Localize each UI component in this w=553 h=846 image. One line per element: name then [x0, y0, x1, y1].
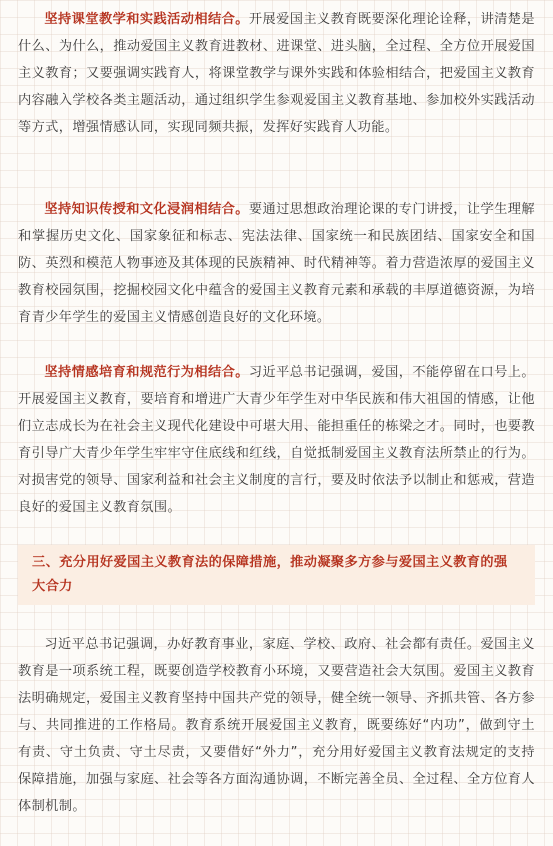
- section-heading: 三、充分用好爱国主义教育法的保障措施，推动凝聚多方参与爱国主义教育的强大合力: [32, 555, 508, 594]
- paragraph-closing: [18, 631, 535, 820]
- paragraph-body: 习近平总书记强调，办好教育事业，家庭、学校、政府、社会都有责任。爱国主义教育是一项系统工程，既要创造学校教育小环境，又要营造社会大氛围。爱国主义教育法明确规定，爱国主义教育坚持中国共产党的领导，健全统一领导、齐抓共管、各方参与、共同推进的工作格局。教育系统开展爱国主义教育，既要练好“内功”，做到守土有责、守土负责、守土尽责，又要借好“外力”，充分用好爱国主义教育法规定的支持保障措施，加强与家庭、社会等各方面沟通协调，不断完善全员、全过程、全方位育人体制机制。: [18, 637, 535, 814]
- paragraph-lead: 坚持课堂教学和实践活动相结合。: [44, 12, 249, 27]
- paragraph-lead: 坚持知识传授和文化浸润相结合。: [44, 202, 249, 217]
- paragraph-emotion: [18, 359, 535, 521]
- section-heading-box: [18, 545, 535, 605]
- paragraph-body: 要通过思想政治理论课的专门讲授，让学生理解和掌握历史文化、国家象征和标志、宪法法律、国家统一和民族团结、国家安全和国防、英烈和模范人物事迹及其体现的民族精神、时代精神等。着力营造浓厚的爱国主义教育校园氛围，挖掘校园文化中蕴含的爱国主义教育元素和承载的丰厚道德资源，为培育青少年学生的爱国主义情感创造良好的文化环境。: [18, 202, 536, 325]
- paragraph-culture: [18, 196, 535, 331]
- paragraph-practice: [18, 6, 535, 141]
- paragraph-body: 开展爱国主义教育既要深化理论诠释，讲清楚是什么、为什么，推动爱国主义教育进教材、进课堂、进头脑，全过程、全方位开展爱国主义教育；又要强调实践育人，将课堂教学与课外实践和体验相结合，把爱国主义教育内容融入学校各类主题活动，通过组织学生参观爱国主义教育基地、参加校外实践活动等方式，增强情感认同，实现同频共振，发挥好实践育人功能。: [18, 12, 536, 135]
- paragraph-body: 习近平总书记强调，爱国，不能停留在口号上。开展爱国主义教育，要培育和增进广大青少年学生对中华民族和伟大祖国的情感，让他们立志成长为在社会主义现代化建设中可堪大用、能担重任的栋梁之才。同时，也要教育引导广大青少年学生牢牢守住底线和红线，自觉抵制爱国主义教育法所禁止的行为。对损害党的领导、国家利益和社会主义制度的言行，要及时依法予以制止和惩戒，营造良好的爱国主义教育氛围。: [18, 365, 536, 515]
- paragraph-lead: 坚持情感培育和规范行为相结合。: [44, 365, 249, 380]
